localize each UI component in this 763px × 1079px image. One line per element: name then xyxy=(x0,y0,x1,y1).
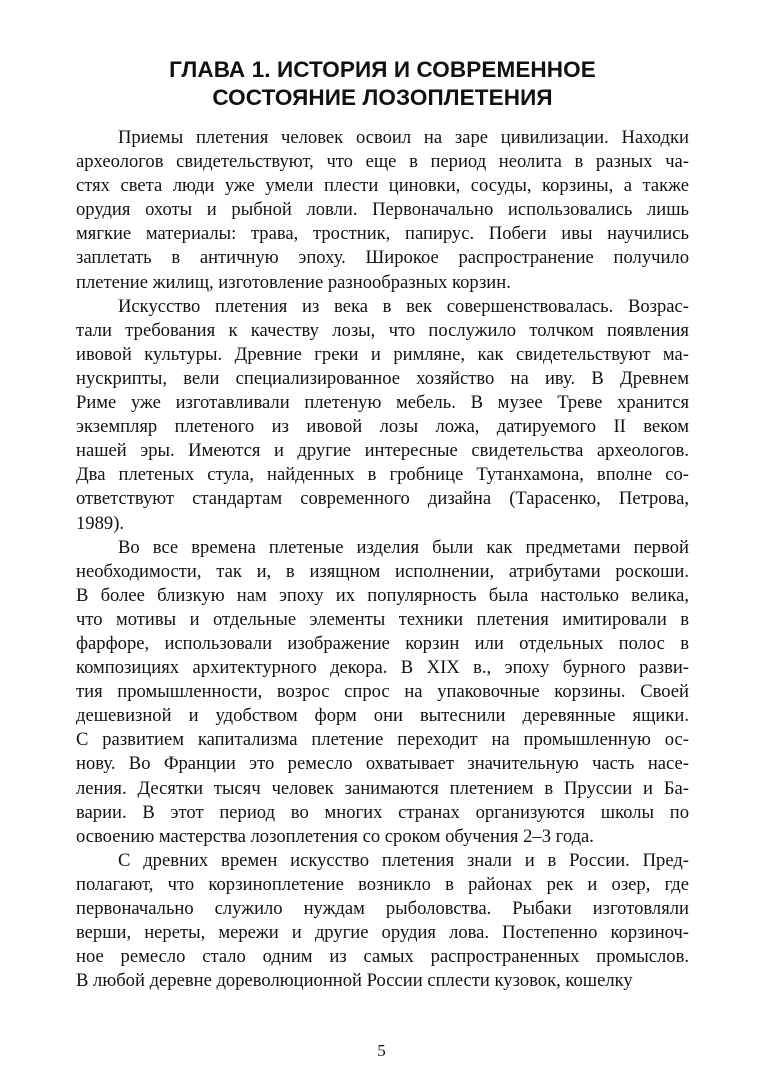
paragraph xyxy=(76,295,689,536)
text-line: С древних времен искусство плетения знали и в России. Пред- xyxy=(118,849,689,871)
text-line: необходимости, так и, в изящном исполнении, атрибутами роскоши. xyxy=(76,560,689,582)
chapter-body xyxy=(76,126,689,993)
paragraph xyxy=(76,849,689,994)
text-line: ления. Десятки тысяч человек занимаются плетением в Пруссии и Ба- xyxy=(76,777,689,799)
text-line: освоению мастерства лозоплетения со сроком обучения 2–3 года. xyxy=(76,825,594,847)
paragraph xyxy=(76,126,689,295)
text-line: тали требования к качеству лозы, что послужило толчком появления xyxy=(76,319,689,341)
text-line: нускрипты, вели специализированное хозяйство на иву. В Древнем xyxy=(76,367,689,389)
text-line: фарфоре, использовали изображение корзин или отдельных полос в xyxy=(76,632,689,654)
text-line: орудия охоты и рыбной ловли. Первоначально использовались лишь xyxy=(76,199,689,221)
text-line: стях света люди уже умели плести циновки, сосуды, корзины, а также xyxy=(76,175,689,197)
text-line: Два плетеных стула, найденных в гробнице Тутанхамона, вполне со- xyxy=(76,464,689,486)
text-line: тия промышленности, возрос спрос на упаковочные корзины. Своей xyxy=(76,681,689,703)
chapter-title xyxy=(76,56,689,112)
text-line: Искусство плетения из века в век совершенствовалась. Возрас- xyxy=(118,295,689,317)
text-line: ивовой культуры. Древние греки и римляне, как свидетельствуют ма- xyxy=(76,343,689,365)
text-line: верши, нереты, мережи и другие орудия лова. Постепенно корзиноч- xyxy=(76,922,689,944)
paragraph xyxy=(76,536,689,849)
text-line: первоначально служило нуждам рыболовства. Рыбаки изготовляли xyxy=(76,898,689,919)
text-line: заплетать в античную эпоху. Широкое распространение получило xyxy=(76,247,689,269)
text-line: Риме уже изготавливали плетеную мебель. В музее Треве хранится xyxy=(76,392,689,414)
text-line: экземпляр плетеного из ивовой лозы ложа, датируемого II веком xyxy=(76,416,689,438)
text-line: композициях архитектурного декора. В XIX в., эпоху бурного разви- xyxy=(76,657,689,679)
text-line: нашей эры. Имеются и другие интересные свидетельства археологов. xyxy=(76,440,689,462)
text-line: В любой деревне дореволюционной России сплести кузовок, кошелку xyxy=(76,970,633,992)
text-line: Приемы плетения человек освоил на заре цивилизации. Находки xyxy=(118,127,689,148)
text-line: нову. Во Франции это ремесло охватывает значительную часть насе- xyxy=(76,753,689,775)
text-line: ное ремесло стало одним из самых распространенных промыслов. xyxy=(76,946,689,968)
text-line: дешевизной и удобством форм они вытеснили деревянные ящики. xyxy=(76,705,689,727)
text-line: В более близкую нам эпоху их популярность была настолько велика, xyxy=(76,584,689,606)
text-line: Во все времена плетеные изделия были как предметами первой xyxy=(118,536,689,558)
text-line: мягкие материалы: трава, тростник, папирус. Побеги ивы научились xyxy=(76,223,689,245)
book-page xyxy=(76,56,689,993)
chapter-title-line-2: СОСТОЯНИЕ ЛОЗОПЛЕТЕНИЯ xyxy=(212,85,553,110)
text-line: плетение жилищ, изготовление разнообразных корзин. xyxy=(76,271,511,293)
text-line: что мотивы и отдельные элементы техники плетения имитировали в xyxy=(76,608,689,630)
text-line: полагают, что корзиноплетение возникло в районах рек и озер, где xyxy=(76,873,689,895)
text-line: варии. В этот период во многих странах организуются школы по xyxy=(76,801,689,823)
text-line: 1989). xyxy=(76,512,125,534)
text-line: С развитием капитализма плетение переходит на промышленную ос- xyxy=(76,729,689,751)
chapter-title-line-1: ГЛАВА 1. ИСТОРИЯ И СОВРЕМЕННОЕ xyxy=(169,57,596,82)
page-number: 5 xyxy=(377,1041,386,1060)
text-line: ответствуют стандартам современного дизайна (Тарасенко, Петрова, xyxy=(76,488,689,510)
text-line: археологов свидетельствуют, что еще в период неолита в разных ча- xyxy=(76,151,689,173)
